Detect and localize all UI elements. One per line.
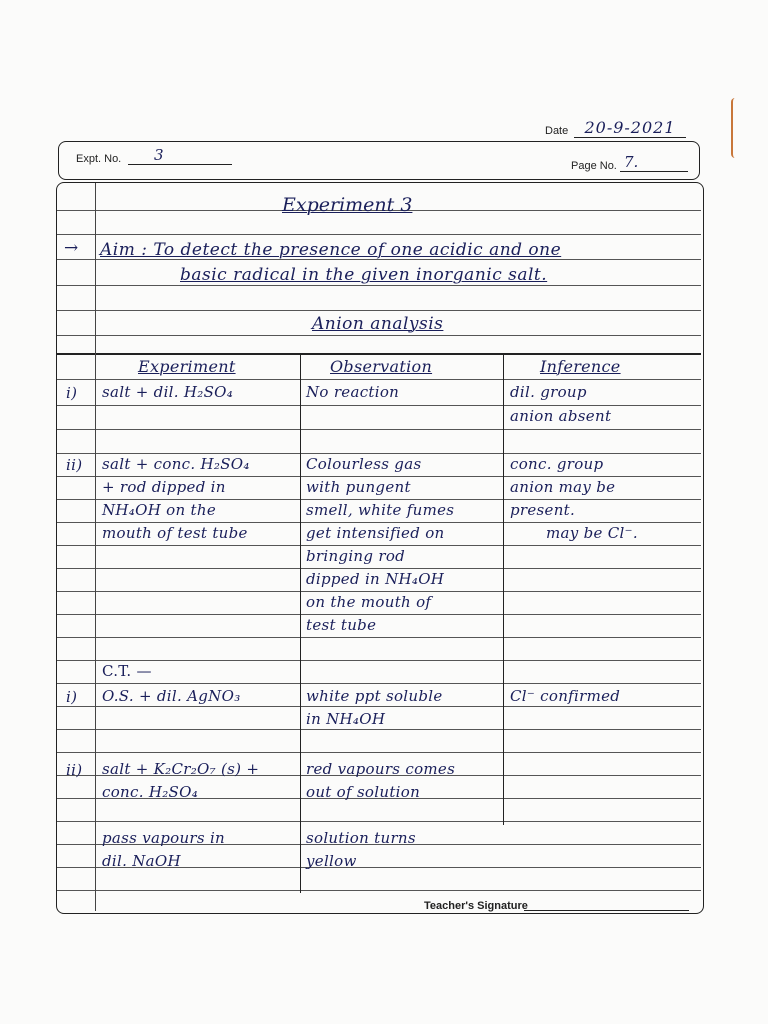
row4-observation-line: out of solution <box>306 783 421 801</box>
signature-line <box>524 910 689 911</box>
row2-observation-line: test tube <box>306 616 377 634</box>
ruled-line <box>57 499 701 500</box>
row2-observation-line: on the mouth of <box>306 593 432 611</box>
ruled-line <box>57 379 701 380</box>
row2-observation-line: dipped in NH₄OH <box>306 570 445 588</box>
row-number: i) <box>66 384 78 402</box>
row3-inference: Cl⁻ confirmed <box>510 687 621 705</box>
page-no-label: Page No. <box>571 160 617 172</box>
row5-experiment-line: dil. NaOH <box>102 852 181 870</box>
ruled-line <box>57 335 701 336</box>
row2-experiment-line: mouth of test tube <box>102 524 248 542</box>
row2-inference-line: present. <box>510 501 576 519</box>
row3-experiment: O.S. + dil. AgNO₃ <box>102 687 241 705</box>
ruled-line <box>57 310 701 311</box>
aim-line-1: Aim : To detect the presence of one acidic and one <box>100 240 562 260</box>
aim-arrow: → <box>64 238 79 258</box>
ruled-line <box>57 429 701 430</box>
header-inference: Inference <box>540 357 621 376</box>
row2-observation-line: get intensified on <box>306 524 445 542</box>
row2-inference-line: may be Cl⁻. <box>546 524 638 542</box>
row2-inference-line: conc. group <box>510 455 604 473</box>
row2-experiment-line: salt + conc. H₂SO₄ <box>102 455 250 473</box>
row5-experiment-line: pass vapours in <box>102 829 226 847</box>
ruled-line <box>57 591 701 592</box>
row1-observation: No reaction <box>306 383 400 401</box>
ruled-line <box>57 234 701 235</box>
row2-observation-line: Colourless gas <box>306 455 422 473</box>
aim-line-2: basic radical in the given inorganic salt. <box>180 265 548 285</box>
row-number: ii) <box>66 761 83 779</box>
row2-observation-line: bringing rod <box>306 547 406 565</box>
ruled-line <box>57 614 701 615</box>
row2-experiment-line: NH₄OH on the <box>102 501 216 519</box>
table-top-rule <box>57 353 701 355</box>
ruled-line <box>57 752 701 753</box>
margin-line <box>95 183 96 911</box>
ruled-line <box>57 729 701 730</box>
ruled-line <box>57 821 701 822</box>
row5-observation-line: solution turns <box>306 829 416 847</box>
expt-no-value: 3 <box>128 146 232 165</box>
section-title: Anion analysis <box>312 314 444 334</box>
column-divider <box>503 353 504 825</box>
row5-observation-line: yellow <box>306 852 357 870</box>
page-no-value: 7. <box>620 153 688 172</box>
row4-experiment-line: conc. H₂SO₄ <box>102 783 199 801</box>
header-experiment: Experiment <box>138 357 236 376</box>
row4-observation-line: red vapours comes <box>306 760 456 778</box>
date-value: 20-9-2021 <box>574 118 686 138</box>
experiment-title: Experiment 3 <box>282 194 413 216</box>
ruled-line <box>57 405 701 406</box>
column-divider <box>300 353 301 893</box>
ruled-line <box>57 683 701 684</box>
ruled-line <box>57 522 701 523</box>
row1-experiment: salt + dil. H₂SO₄ <box>102 383 234 401</box>
row4-experiment-line: salt + K₂Cr₂O₇ (s) + <box>102 760 260 778</box>
row2-experiment-line: + rod dipped in <box>102 478 226 496</box>
ruled-line <box>57 660 701 661</box>
confirmatory-test-label: C.T. — <box>102 662 152 680</box>
row2-observation-line: smell, white fumes <box>306 501 455 519</box>
row2-inference-line: anion may be <box>510 478 616 496</box>
ruled-line <box>57 706 701 707</box>
row3-observation-line: in NH₄OH <box>306 710 386 728</box>
ruled-line <box>57 890 701 891</box>
row1-inference-line: dil. group <box>510 383 587 401</box>
date-label: Date <box>545 125 569 137</box>
ruled-line <box>57 453 701 454</box>
row3-observation-line: white ppt soluble <box>306 687 443 705</box>
expt-no-label: Expt. No. <box>76 153 122 165</box>
ruled-line <box>57 285 701 286</box>
teacher-signature-label: Teacher's Signature <box>424 900 528 912</box>
row-number: ii) <box>66 456 83 474</box>
row2-observation-line: with pungent <box>306 478 411 496</box>
page-edge-mark <box>731 98 739 158</box>
ruled-line <box>57 637 701 638</box>
ruled-line <box>57 568 701 569</box>
row-number: i) <box>66 688 78 706</box>
header-observation: Observation <box>330 357 433 376</box>
ruled-line <box>57 476 701 477</box>
row1-inference-line: anion absent <box>510 407 612 425</box>
ruled-line <box>57 545 701 546</box>
